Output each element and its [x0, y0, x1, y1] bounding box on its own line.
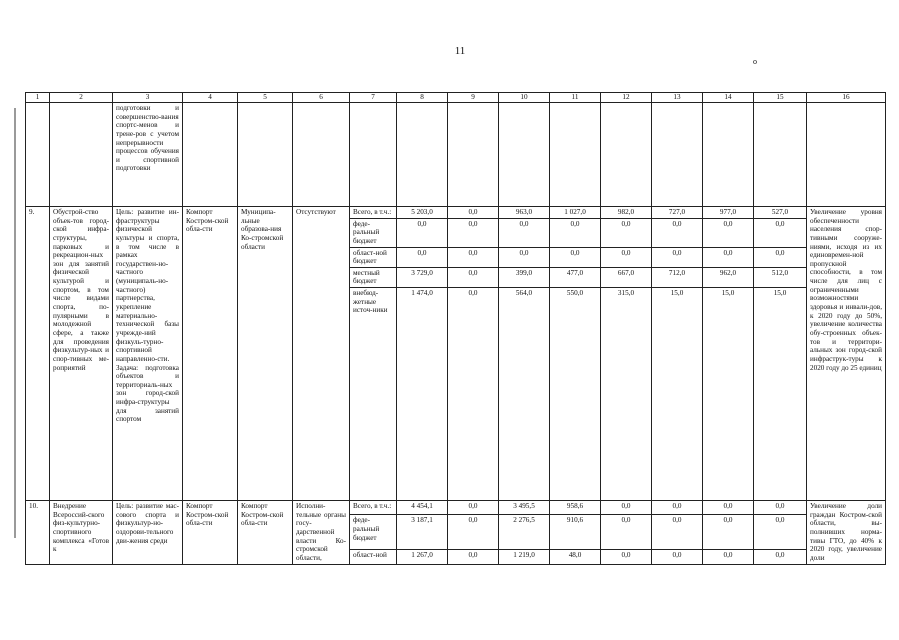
header-cell: 6: [293, 93, 350, 103]
value-cell: 0,0: [499, 218, 550, 247]
value-cell: 1 027,0: [550, 207, 601, 219]
value-cell: 0,0: [703, 515, 754, 550]
value-cell: 5 203,0: [397, 207, 448, 219]
value-cell: 982,0: [601, 207, 652, 219]
value-cell: 0,0: [652, 247, 703, 267]
value-cell: 15,0: [703, 288, 754, 501]
header-cell: 9: [448, 93, 499, 103]
value-cell: 0,0: [397, 247, 448, 267]
event-cell: Обустрой-ство объек-тов город-ской инфра-структуры, парковых и рекреацион-ных зон для занятий физической культурой и спортом, в том числе видами спорта, по-пулярными в молодежной сфере, а также для проведения физкультур-ных и спор-тивных ме-роприятий: [50, 207, 113, 501]
value-cell: 3 495,5: [499, 501, 550, 515]
source-name: област-ной бюджет: [350, 247, 397, 267]
value-cell: 2 276,5: [499, 515, 550, 550]
value-cell: 0,0: [703, 550, 754, 564]
value-cell: 0,0: [754, 550, 807, 564]
value-cell: 0,0: [601, 501, 652, 515]
value-cell: 0,0: [601, 218, 652, 247]
partners-cell: Исполни-тельные органы госу-дарственной власти Ко-стромской области,: [293, 501, 350, 564]
value-cell: 1 474,0: [397, 288, 448, 501]
table-row: [26, 501, 886, 515]
value-cell: 0,0: [397, 218, 448, 247]
value-cell: 0,0: [703, 501, 754, 515]
value-cell: 3 729,0: [397, 267, 448, 287]
header-cell: 11: [550, 93, 601, 103]
value-cell: 0,0: [499, 247, 550, 267]
value-cell: 3 187,1: [397, 515, 448, 550]
value-cell: 667,0: [601, 267, 652, 287]
header-cell: 16: [807, 93, 886, 103]
value-cell: 550,0: [550, 288, 601, 501]
participants-cell: Компорт Костром-ской обла-сти: [238, 501, 293, 564]
goal-cell: Цель: развитие мас-сового спорта и физкультур-но-оздорови-тельного дви-жения среди: [113, 501, 183, 564]
value-cell: 0,0: [448, 515, 499, 550]
header-cell: 2: [50, 93, 113, 103]
row-number: 9.: [26, 207, 50, 501]
header-cell: 1: [26, 93, 50, 103]
value-cell: 0,0: [703, 247, 754, 267]
value-cell: 0,0: [703, 218, 754, 247]
value-cell: 0,0: [754, 218, 807, 247]
value-cell: 727,0: [652, 207, 703, 219]
value-cell: 48,0: [550, 550, 601, 564]
source-name: феде-ральный бюджет: [350, 515, 397, 550]
header-cell: 3: [113, 93, 183, 103]
value-cell: 0,0: [448, 267, 499, 287]
header-cell: 4: [183, 93, 238, 103]
header-cell: 8: [397, 93, 448, 103]
corner-mark: о: [753, 57, 757, 66]
value-cell: 0,0: [601, 247, 652, 267]
value-cell: 477,0: [550, 267, 601, 287]
value-cell: 1 267,0: [397, 550, 448, 564]
value-cell: 0,0: [652, 218, 703, 247]
goal-cell: подготовки и совершенство-вания спортс-менов и трене-ров с учетом непрерывности процессов обучения и спортивной подготовки: [113, 103, 183, 207]
header-row: [26, 93, 886, 103]
value-cell: 0,0: [754, 501, 807, 515]
header-cell: 7: [350, 93, 397, 103]
result-cell: Увеличение доли граждан Костром-ской области, вы-полнивших норма-тивы ГТО, до 40% к 2020 году, увеличение доли: [807, 501, 886, 564]
value-cell: 958,6: [550, 501, 601, 515]
value-cell: 0,0: [601, 515, 652, 550]
value-cell: 4 454,1: [397, 501, 448, 515]
row-number: 10.: [26, 501, 50, 564]
value-cell: 977,0: [703, 207, 754, 219]
value-cell: 0,0: [448, 207, 499, 219]
value-cell: 0,0: [652, 501, 703, 515]
value-cell: 962,0: [703, 267, 754, 287]
event-cell: Внедрение Всероссий-ского физ-культурно-спортивного комплекса «Готов к: [50, 501, 113, 564]
program-table: [25, 92, 886, 565]
table-row-continued: [26, 103, 886, 207]
source-name: феде-ральный бюджет: [350, 218, 397, 247]
header-cell: 5: [238, 93, 293, 103]
binding-edge-mark: [14, 108, 16, 538]
partners-cell: Отсутствуют: [293, 207, 350, 501]
goal-cell: Цель: развитие ин-фраструктуры физической культуры и спорта, в том числе в рамках государствен-но-частного (муниципаль-но-частного) партнерства, укрепление материально-технической базы учрежде-ний физкуль-турно-спортивной направленно-сти. Задача: подготовка объектов и территориаль-ных зон город-ской инфра-структуры для занятий спортом: [113, 207, 183, 501]
value-cell: 0,0: [652, 550, 703, 564]
value-cell: 0,0: [754, 247, 807, 267]
source-name: Всего, в т.ч.:: [350, 501, 397, 515]
header-cell: 10: [499, 93, 550, 103]
source-name: област-ной: [350, 550, 397, 564]
value-cell: 512,0: [754, 267, 807, 287]
header-cell: 14: [703, 93, 754, 103]
source-name: внебюд-жетные источ-ники: [350, 288, 397, 501]
value-cell: 0,0: [448, 550, 499, 564]
value-cell: 712,0: [652, 267, 703, 287]
executor-cell: Компорт Костром-ской обла-сти: [183, 501, 238, 564]
value-cell: 963,0: [499, 207, 550, 219]
value-cell: 15,0: [754, 288, 807, 501]
value-cell: 0,0: [448, 247, 499, 267]
value-cell: 0,0: [652, 515, 703, 550]
value-cell: 0,0: [550, 218, 601, 247]
value-cell: 527,0: [754, 207, 807, 219]
value-cell: 399,0: [499, 267, 550, 287]
header-cell: 13: [652, 93, 703, 103]
value-cell: 15,0: [652, 288, 703, 501]
value-cell: 0,0: [754, 515, 807, 550]
value-cell: 564,0: [499, 288, 550, 501]
value-cell: 1 219,0: [499, 550, 550, 564]
value-cell: 910,6: [550, 515, 601, 550]
page-number: 11: [454, 45, 466, 57]
value-cell: 0,0: [448, 218, 499, 247]
table-row: [26, 207, 886, 219]
header-cell: 12: [601, 93, 652, 103]
value-cell: 0,0: [601, 550, 652, 564]
value-cell: 0,0: [448, 288, 499, 501]
value-cell: 0,0: [550, 247, 601, 267]
header-cell: 15: [754, 93, 807, 103]
source-name: местный бюджет: [350, 267, 397, 287]
source-name: Всего, в т.ч.:: [350, 207, 397, 219]
value-cell: 0,0: [448, 501, 499, 515]
executor-cell: Компорт Костром-ской обла-сти: [183, 207, 238, 501]
value-cell: 315,0: [601, 288, 652, 501]
participants-cell: Муниципа-льные образова-ния Ко-стромской области: [238, 207, 293, 501]
result-cell: Увеличение уровня обеспеченности населения спор-тивными сооруже-ниями, исходя из их единовремен-ной пропускной способности, в том числе для лиц с ограниченными возможностями здоровья и инвали-дов, к 2020 году до 50%, увеличение количества обу-строенных объек-тов и территори-альных зон город-ской инфраструк-туры к 2020 году до 25 единиц: [807, 207, 886, 501]
